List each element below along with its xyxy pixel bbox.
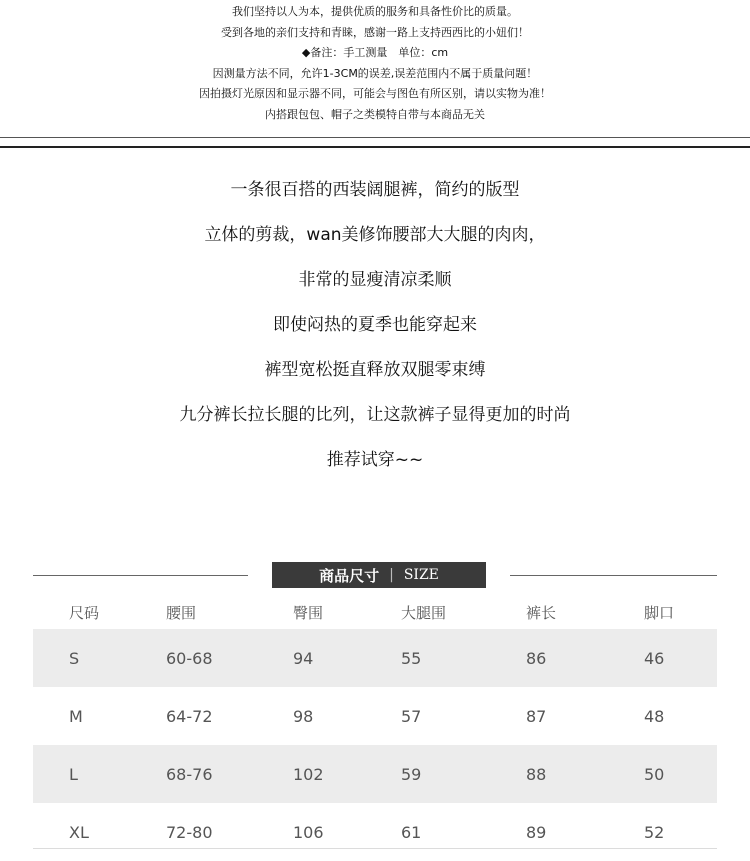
description-line: 即使闷热的夏季也能穿起来 xyxy=(273,315,477,335)
cell-thigh: 55 xyxy=(393,629,518,687)
cell-thigh: 59 xyxy=(393,745,518,803)
cell-thigh: 57 xyxy=(401,706,422,726)
cell-waist: 60-68 xyxy=(157,629,284,687)
header-length: 裤长 xyxy=(526,603,557,622)
notice-line: 我们坚持以人为本，提供优质的服务和具备性价比的质量。 xyxy=(232,5,518,18)
cell-length: 86 xyxy=(518,629,639,687)
description-line: 九分裤长拉长腿的比列，让这款裤子显得更加的时尚 xyxy=(179,405,571,425)
table-row xyxy=(33,687,717,745)
cell-waist: 64-72 xyxy=(166,706,213,726)
cell-hem: 50 xyxy=(639,745,717,803)
header-hip: 臀围 xyxy=(293,603,324,622)
size-table xyxy=(33,595,717,861)
cell-size: L xyxy=(33,745,157,803)
cell-hem: 48 xyxy=(644,706,665,726)
size-title-cn: 商品尺寸 xyxy=(319,566,380,585)
cell-length: 88 xyxy=(518,745,639,803)
cell-length: 87 xyxy=(526,706,547,726)
cell-hip: 102 xyxy=(284,745,393,803)
cell-length: 89 xyxy=(526,822,547,842)
size-table-header xyxy=(33,595,717,629)
header-hem: 脚口 xyxy=(644,603,675,622)
cell-hip: 94 xyxy=(284,629,393,687)
size-chart-title xyxy=(272,562,486,588)
cell-hem: 52 xyxy=(644,822,665,842)
notice-line: 受到各地的亲们支持和青睐，感谢一路上支持西西比的小妞们！ xyxy=(221,25,529,39)
notice-line: 内搭跟包包、帽子之类模特自带与本商品无关 xyxy=(265,107,485,121)
cell-size: M xyxy=(69,706,83,726)
notice-line: 因拍摄灯光原因和显示器不同，可能会与图色有所区别，请以实物为准！ xyxy=(199,87,551,100)
description-line: 非常的显瘦清凉柔顺 xyxy=(298,270,452,290)
table-row xyxy=(33,803,717,861)
cell-hip: 98 xyxy=(293,706,314,726)
description-line: 裤型宽松挺直释放双腿零束缚 xyxy=(264,360,486,380)
description-line: 推荐试穿~~ xyxy=(326,450,424,470)
header-thigh: 大腿围 xyxy=(401,603,447,622)
description-line: 一条很百搭的西装阔腿裤，简约的版型 xyxy=(230,180,520,200)
divider-thin xyxy=(0,137,750,138)
table-row xyxy=(33,745,717,803)
header-size: 尺码 xyxy=(69,603,100,622)
cell-size: XL xyxy=(69,822,89,842)
notice-line: ◆备注：手工测量 单位：cm xyxy=(301,46,449,59)
divider-thick xyxy=(0,146,750,148)
notice-line: 因测量方法不同，允许1-3CM的误差,误差范围内不属于质量问题！ xyxy=(212,66,538,80)
cell-size: S xyxy=(33,629,157,687)
cell-waist: 72-80 xyxy=(166,822,213,842)
cell-waist: 68-76 xyxy=(157,745,284,803)
header-rule-left xyxy=(33,575,248,576)
table-row xyxy=(33,629,717,687)
notice-block xyxy=(0,2,750,125)
title-separator: | xyxy=(389,567,394,583)
header-waist: 腰围 xyxy=(166,603,197,622)
size-title-en: SIZE xyxy=(403,567,439,583)
header-rule-right xyxy=(510,575,717,576)
description-line: 立体的剪裁，wan美修饰腰部大大腿的肉肉， xyxy=(204,225,546,245)
cell-hip: 106 xyxy=(293,822,324,842)
cell-thigh: 61 xyxy=(401,822,422,842)
size-chart-header xyxy=(0,562,750,588)
product-description xyxy=(0,168,750,483)
cell-hem: 46 xyxy=(639,629,717,687)
